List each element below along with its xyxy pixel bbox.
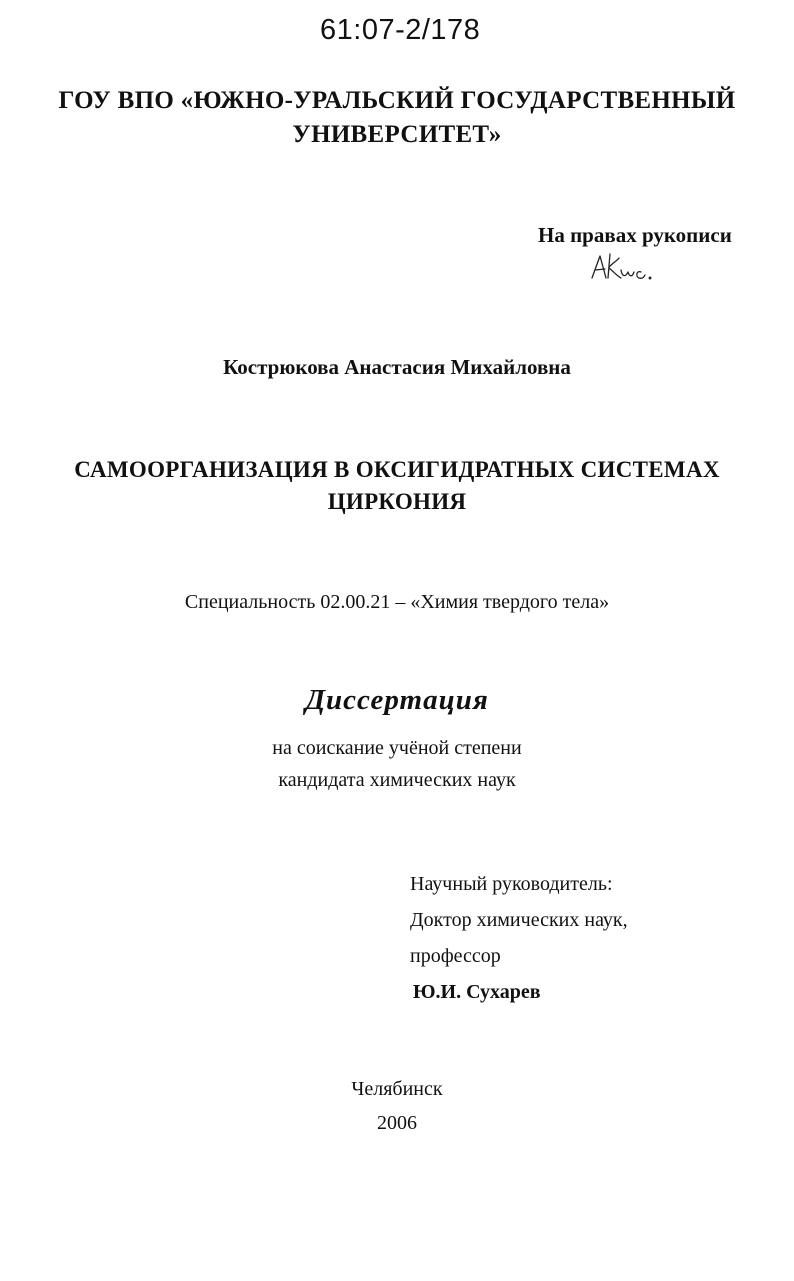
institution-line-1: ГОУ ВПО «ЮЖНО-УРАЛЬСКИЙ ГОСУДАРСТВЕННЫЙ — [58, 87, 736, 114]
institution-name — [0, 84, 794, 152]
city: Челябинск — [351, 1078, 443, 1100]
supervisor-degree: Доктор химических наук, — [410, 909, 628, 931]
supervisor-label: Научный руководитель: — [410, 873, 613, 895]
dissertation-title — [0, 454, 794, 518]
institution-line-2: УНИВЕРСИТЕТ» — [292, 121, 502, 148]
archive-code: 61:07-2/178 — [320, 14, 481, 46]
signature-icon — [588, 248, 658, 288]
degree-line-1: на соискание учёной степени — [272, 737, 522, 759]
author-name: Кострюкова Анастасия Михайловна — [223, 355, 571, 379]
title-line-1: САМООРГАНИЗАЦИЯ В ОКСИГИДРАТНЫХ СИСТЕМАХ — [74, 457, 720, 482]
supervisor-name: Ю.И. Сухарев — [413, 981, 541, 1003]
year: 2006 — [377, 1112, 417, 1134]
supervisor-block — [410, 866, 628, 1010]
specialty: Специальность 02.00.21 – «Химия твердого тела» — [184, 591, 610, 613]
degree-line-2: кандидата химических наук — [278, 769, 516, 791]
title-line-2: ЦИРКОНИЯ — [327, 489, 467, 514]
degree-sought — [0, 732, 794, 796]
document-type: Диссертация — [305, 684, 489, 716]
manuscript-note: На правах рукописи — [538, 223, 732, 247]
city-year — [0, 1072, 794, 1140]
supervisor-rank: профессор — [410, 945, 501, 967]
